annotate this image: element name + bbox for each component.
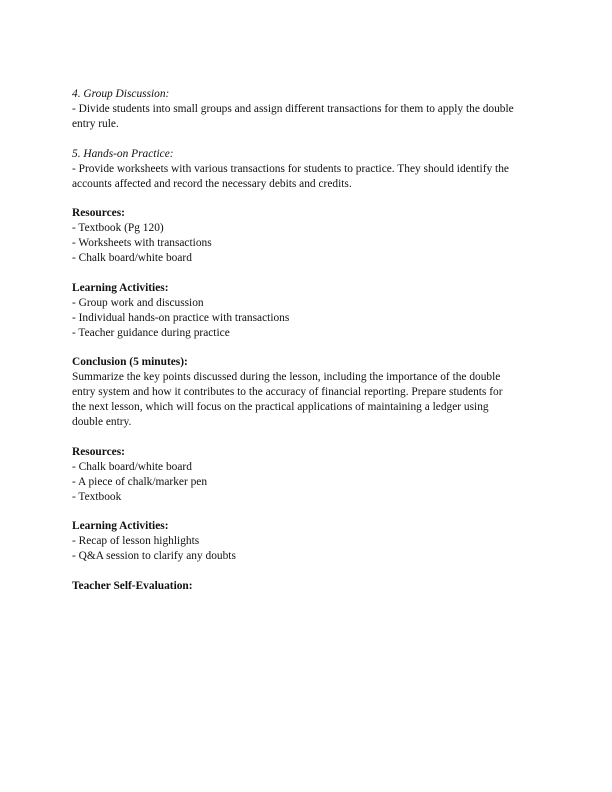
section-heading: 4. Group Discussion: — [72, 88, 170, 100]
paragraph-line: - Divide students into small groups and assign different transactions for them to apply the double — [72, 103, 514, 115]
paragraph-line: Summarize the key points discussed during the lesson, including the importance of the double — [72, 371, 501, 383]
document-page — [72, 87, 542, 608]
list-item: - Textbook — [72, 490, 122, 503]
section-heading: Resources: — [72, 207, 125, 219]
list-item: - Chalk board/white board — [72, 460, 192, 473]
learning-activities-section — [72, 519, 542, 564]
paragraph-line: accounts affected and record the necessary debits and credits. — [72, 177, 352, 190]
list-item: - Chalk board/white board — [72, 252, 192, 264]
self-evaluation-section — [72, 579, 542, 594]
learning-activities-section — [72, 281, 542, 341]
section-heading: Conclusion (5 minutes): — [72, 356, 188, 368]
paragraph-line: double entry. — [72, 416, 132, 428]
resources-section — [72, 445, 542, 505]
section-heading: Resources: — [72, 445, 125, 458]
paragraph-line: entry system and how it contributes to the accuracy of financial reporting. Prepare students for — [72, 386, 503, 398]
conclusion-section — [72, 355, 542, 430]
list-item: - Q&A session to clarify any doubts — [72, 550, 236, 562]
paragraph-line: the next lesson, which will focus on the practical applications of maintaining a ledger using — [72, 401, 489, 413]
hands-on-section — [72, 147, 542, 192]
list-item: - A piece of chalk/marker pen — [72, 475, 208, 488]
paragraph-line: - Provide worksheets with various transactions for students to practice. They should identify the — [72, 162, 509, 175]
section-heading: 5. Hands-on Practice: — [72, 147, 174, 160]
section-heading: Learning Activities: — [72, 281, 169, 294]
list-item: - Teacher guidance during practice — [72, 326, 230, 339]
group-discussion-section — [72, 87, 542, 132]
list-item: - Worksheets with transactions — [72, 237, 212, 249]
paragraph-line: entry rule. — [72, 118, 119, 130]
list-item: - Textbook (Pg 120) — [72, 222, 164, 234]
section-heading: Learning Activities: — [72, 520, 169, 532]
section-heading: Teacher Self-Evaluation: — [72, 579, 193, 592]
list-item: - Individual hands-on practice with transactions — [72, 311, 290, 324]
list-item: - Group work and discussion — [72, 296, 204, 309]
resources-section — [72, 206, 542, 266]
list-item: - Recap of lesson highlights — [72, 535, 200, 547]
